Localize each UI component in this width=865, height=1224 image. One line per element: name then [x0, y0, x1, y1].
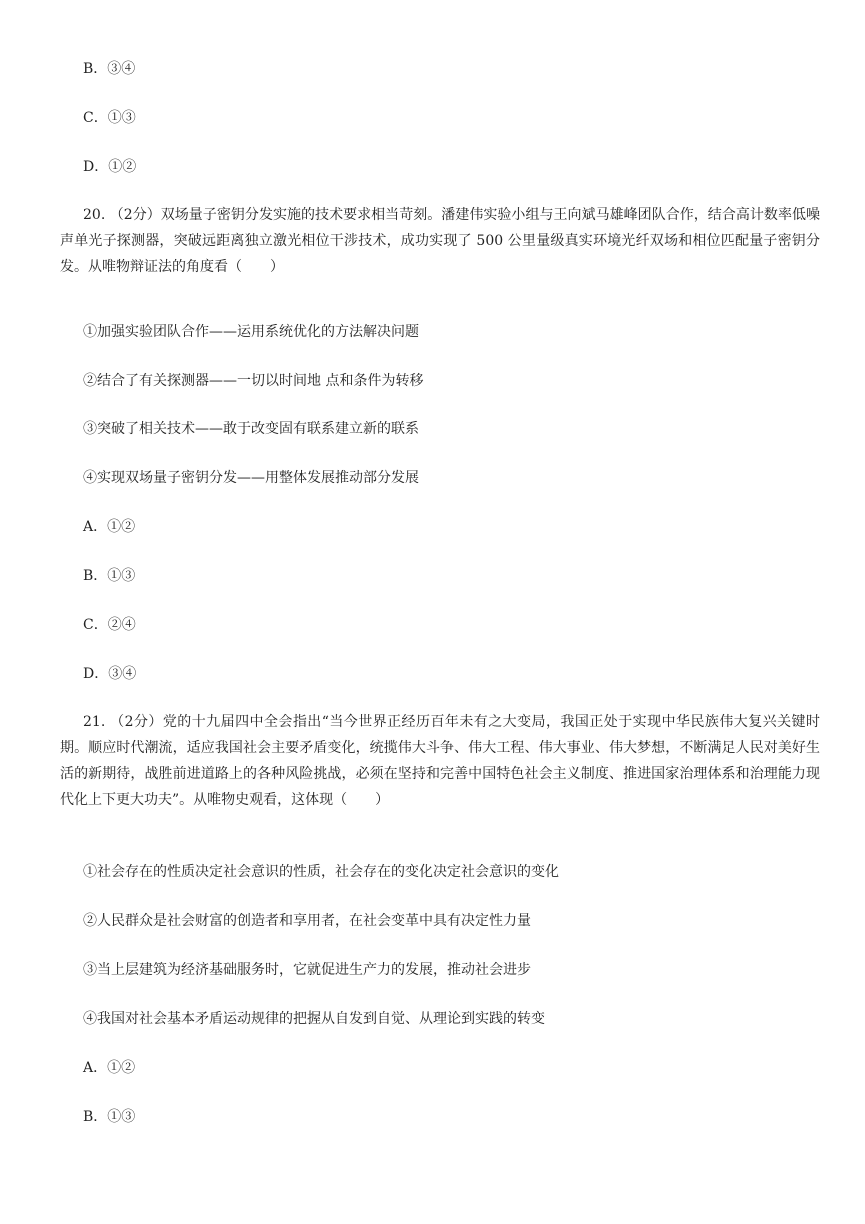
option-d: D．①② — [83, 159, 137, 175]
question-21-stem: 21. （2分）党的十九届四中全会指出“当今世界正经历百年未有之大变局，我国正处于实现中华民族伟大复兴关键时期。顺应时代潮流，适应我国社会主要矛盾变化，统揽伟大斗争、伟大工程、伟大事业、伟大梦想，不断满足人民对美好生活的新期待，战胜前进道路上的各种风险挑战，必须在坚持和完善中国特色社会主义制度、推进国家治理体系和治理能力现代化上下更大功夫”。从唯物史观看，这体现（ ） — [60, 714, 820, 808]
q20-option-c: C．②④ — [83, 617, 136, 633]
q20-statement-2: ②结合了有关探测器——一切以时间地 点和条件为转移 — [83, 373, 424, 389]
q20-statement-3: ③突破了相关技术——敢于改变固有联系建立新的联系 — [83, 421, 419, 437]
q21-statement-4: ④我国对社会基本矛盾运动规律的把握从自发到自觉、从理论到实践的转变 — [83, 1011, 545, 1027]
option-b: B．③④ — [83, 61, 136, 77]
question-20-stem: 20. （2分）双场量子密钥分发实施的技术要求相当苛刻。潘建伟实验小组与王向斌马雄峰团队合作，结合高计数率低噪声单光子探测器，突破远距离独立激光相位干涉技术，成功实现了 500 公里量级真实环境光纤双场和相位匹配量子密钥分发。从唯物辩证法的角度看（ ） — [60, 207, 820, 275]
q20-statement-1: ①加强实验团队合作——运用系统优化的方法解决问题 — [83, 324, 419, 340]
q20-option-d: D．③④ — [83, 666, 137, 682]
q21-statement-1: ①社会存在的性质决定社会意识的性质，社会存在的变化决定社会意识的变化 — [83, 864, 559, 880]
q20-statement-4: ④实现双场量子密钥分发——用整体发展推动部分发展 — [83, 470, 419, 486]
q20-option-b: B．①③ — [83, 568, 136, 584]
q21-option-b: B．①③ — [83, 1109, 136, 1125]
q21-statement-3: ③当上层建筑为经济基础服务时，它就促进生产力的发展，推动社会进步 — [83, 962, 531, 978]
q21-statement-2: ②人民群众是社会财富的创造者和享用者，在社会变革中具有决定性力量 — [83, 913, 531, 929]
q20-option-a: A．①② — [83, 519, 136, 535]
q21-option-a: A．①② — [83, 1060, 136, 1076]
option-c: C．①③ — [83, 110, 136, 126]
